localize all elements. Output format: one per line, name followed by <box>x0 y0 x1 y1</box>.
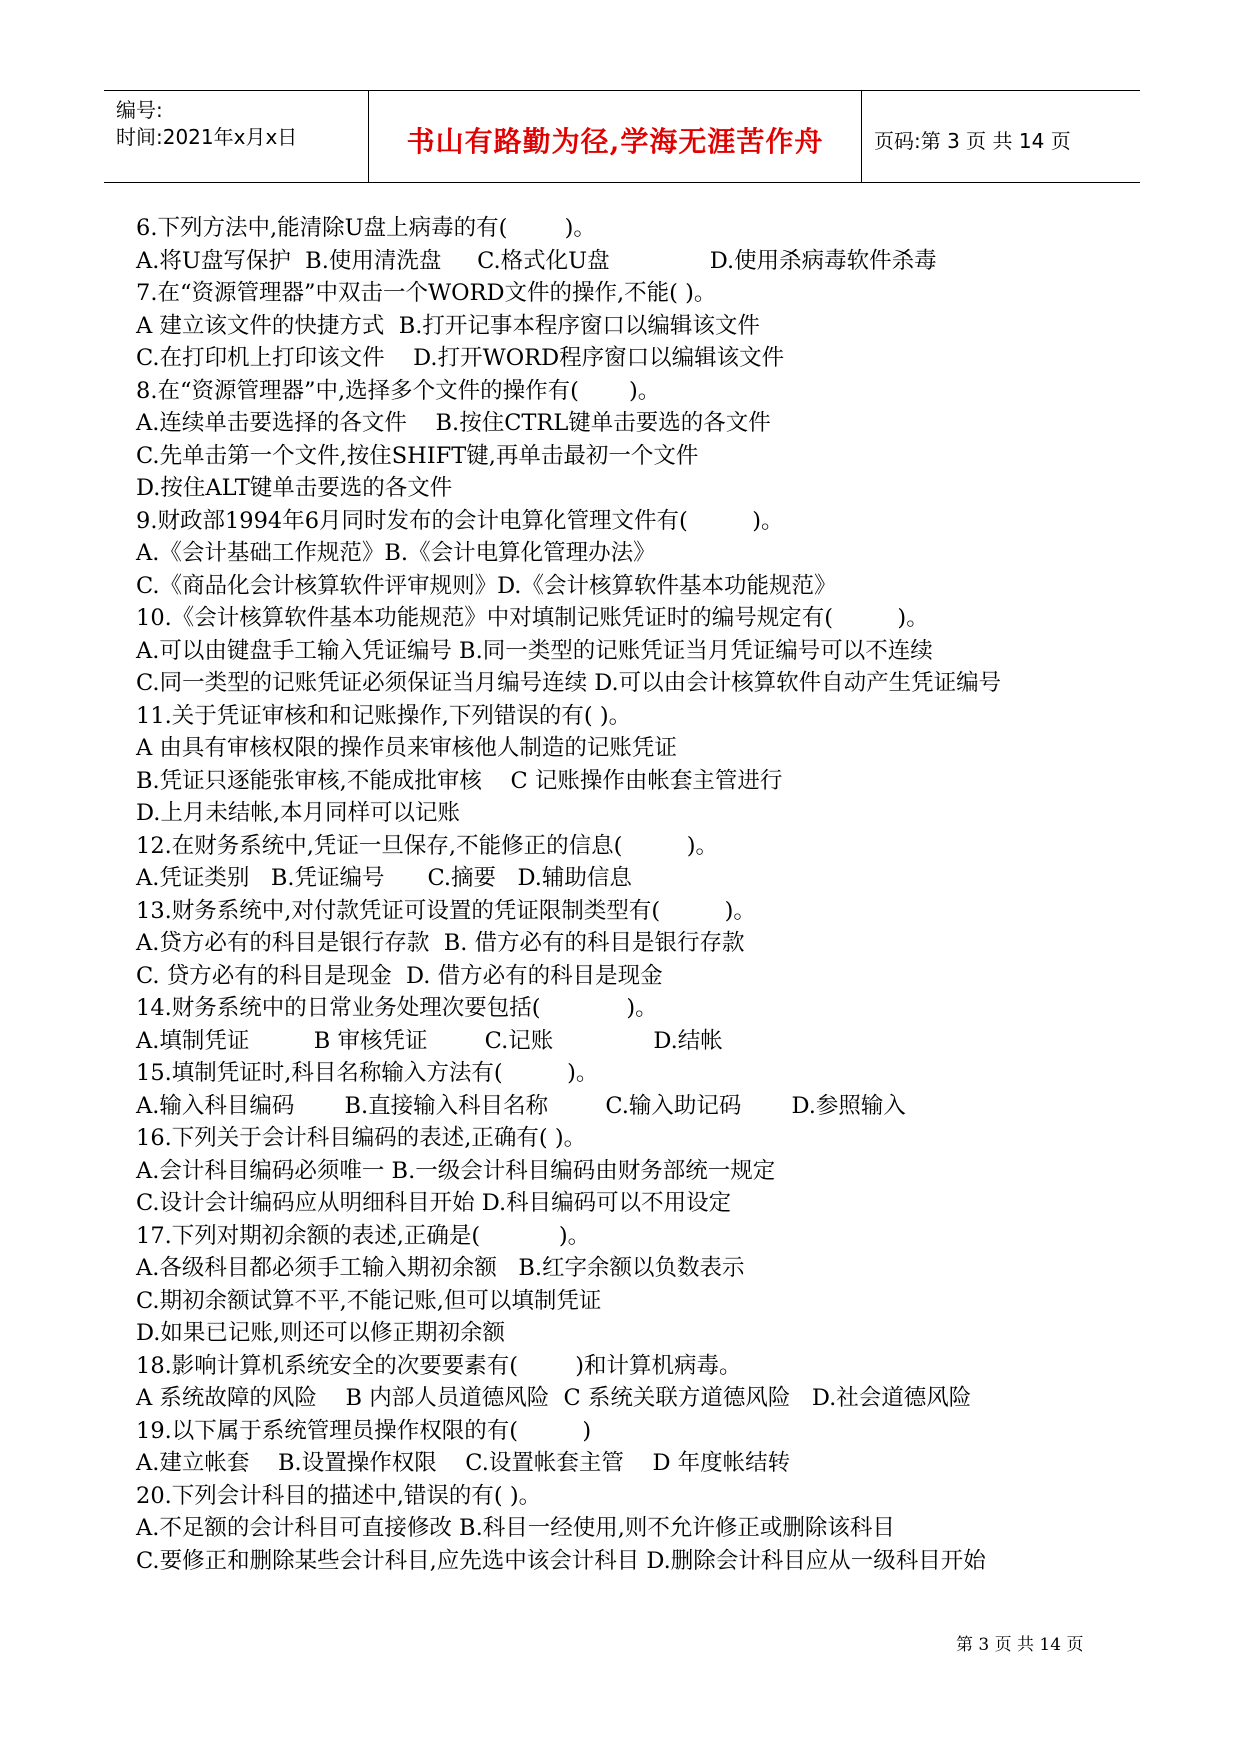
text-line: 15.填制凭证时,科目名称输入方法有( )。 <box>136 1060 599 1086</box>
text-line: 11.关于凭证审核和和记账操作,下列错误的有( )。 <box>136 702 632 729</box>
text-line: 7.在“资源管理器”中双击一个WORD文件的操作,不能( )。 <box>136 280 717 306</box>
text-line: 9.财政部1994年6月同时发布的会计电算化管理文件有( )。 <box>136 507 784 534</box>
motto: 书山有路勤为径,学海无涯苦作舟 <box>406 125 824 158</box>
text-line: A.各级科目都必须手工输入期初余额 B.红字余额以负数表示 <box>136 1255 745 1281</box>
text-line: 10.《会计核算软件基本功能规范》中对填制记账凭证时的编号规定有( )。 <box>136 605 929 631</box>
question-list <box>136 212 1136 1577</box>
text-line: C.《商品化会计核算软件评审规则》D.《会计核算软件基本功能规范》 <box>136 572 837 599</box>
text-line: A.输入科目编码 B.直接输入科目名称 C.输入助记码 D.参照输入 <box>136 1092 906 1119</box>
page-code: 页码:第 3 页 共 14 页 <box>874 129 1071 153</box>
text-line: A.可以由键盘手工输入凭证编号 B.同一类型的记账凭证当月凭证编号可以不连续 <box>136 637 933 664</box>
text-line: A.将U盘写保护 B.使用清洗盘 C.格式化U盘 D.使用杀病毒软件杀毒 <box>136 247 937 274</box>
text-line: C.设计会计编码应从明细科目开始 D.科目编码可以不用设定 <box>136 1190 732 1216</box>
header-info-cell <box>104 91 369 182</box>
text-line: A 由具有审核权限的操作员来审核他人制造的记账凭证 <box>136 735 677 761</box>
text-line: A.会计科目编码必须唯一 B.一级会计科目编码由财务部统一规定 <box>136 1157 776 1184</box>
text-line: 18.影响计算机系统安全的次要要素有( )和计算机病毒。 <box>136 1352 742 1379</box>
text-line: 19.以下属于系统管理员操作权限的有( ) <box>136 1417 592 1444</box>
text-line: C. 贷方必有的科目是现金 D. 借方必有的科目是现金 <box>136 962 663 989</box>
page-header <box>104 90 1140 183</box>
number-label: 编号: <box>116 98 163 122</box>
text-line: D.如果已记账,则还可以修正期初余额 <box>136 1320 506 1346</box>
text-line: A.《会计基础工作规范》B.《会计电算化管理办法》 <box>136 540 656 566</box>
text-line: C.先单击第一个文件,按住SHIFT键,再单击最初一个文件 <box>136 442 699 469</box>
text-line: A 建立该文件的快捷方式 B.打开记事本程序窗口以编辑该文件 <box>136 312 760 339</box>
text-line: A.连续单击要选择的各文件 B.按住CTRL键单击要选的各文件 <box>136 410 771 436</box>
text-line: C.期初余额试算不平,不能记账,但可以填制凭证 <box>136 1287 602 1314</box>
header-motto-cell <box>369 91 862 182</box>
text-line: 13.财务系统中,对付款凭证可设置的凭证限制类型有( )。 <box>136 897 756 924</box>
text-line: A.填制凭证 B 审核凭证 C.记账 D.结帐 <box>136 1027 723 1054</box>
text-line: 8.在“资源管理器”中,选择多个文件的操作有( )。 <box>136 377 661 404</box>
text-line: A.建立帐套 B.设置操作权限 C.设置帐套主管 D 年度帐结转 <box>136 1450 791 1476</box>
text-line: 17.下列对期初余额的表述,正确是( )。 <box>136 1222 591 1249</box>
text-line: 20.下列会计科目的描述中,错误的有( )。 <box>136 1482 542 1509</box>
text-line: B.凭证只逐能张审核,不能成批审核 C 记账操作由帐套主管进行 <box>136 767 783 794</box>
text-line: C.要修正和删除某些会计科目,应先选中该会计科目 D.删除会计科目应从一级科目开始 <box>136 1547 986 1574</box>
header-page-cell <box>862 91 1140 182</box>
text-line: C.在打印机上打印该文件 D.打开WORD程序窗口以编辑该文件 <box>136 345 785 371</box>
text-line: 14.财务系统中的日常业务处理次要包括( )。 <box>136 995 658 1021</box>
text-line: C.同一类型的记账凭证必须保证当月编号连续 D.可以由会计核算软件自动产生凭证编号 <box>136 670 1002 696</box>
text-line: 16.下列关于会计科目编码的表述,正确有( )。 <box>136 1125 587 1151</box>
time-label: 时间:2021年x月x日 <box>116 125 298 149</box>
text-line: A.贷方必有的科目是银行存款 B. 借方必有的科目是银行存款 <box>136 930 745 956</box>
text-line: A 系统故障的风险 B 内部人员道德风险 C 系统关联方道德风险 D.社会道德风险 <box>136 1385 972 1411</box>
text-line: D.上月未结帐,本月同样可以记账 <box>136 800 461 826</box>
text-line: D.按住ALT键单击要选的各文件 <box>136 475 453 501</box>
text-line: 6.下列方法中,能清除U盘上病毒的有( )。 <box>136 215 596 241</box>
text-line: 12.在财务系统中,凭证一旦保存,不能修正的信息( )。 <box>136 832 719 859</box>
text-line: A.不足额的会计科目可直接修改 B.科目一经使用,则不允许修正或删除该科目 <box>136 1515 895 1541</box>
text-line: A.凭证类别 B.凭证编号 C.摘要 D.辅助信息 <box>136 865 632 891</box>
page-footer: 第 3 页 共 14 页 <box>956 1635 1084 1655</box>
